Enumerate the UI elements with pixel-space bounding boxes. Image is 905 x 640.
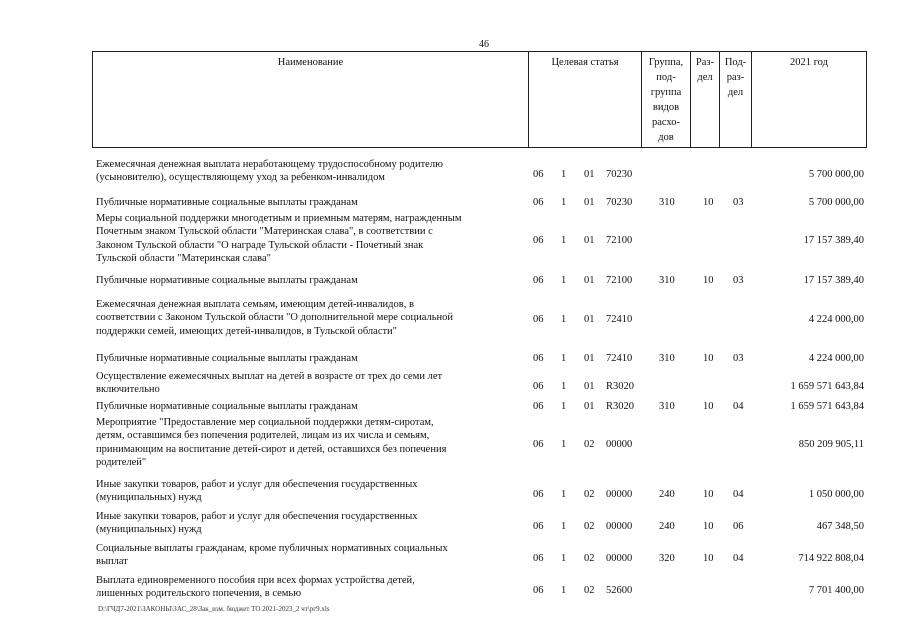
amount: 5 700 000,00: [808, 168, 864, 180]
code-direction: 72100: [606, 275, 633, 286]
row-name-line: выплат: [96, 556, 128, 568]
code-event: 01: [584, 401, 595, 412]
row-name-line: Мероприятие "Предоставление мер социальной поддержки детям-сиротам,: [96, 417, 434, 428]
section: 10: [703, 401, 714, 412]
header-year: 2021 год: [790, 57, 828, 68]
header-target-article: Целевая статья: [551, 57, 619, 68]
row-name-line: Ежемесячная денежная выплата неработающему трудоспособному родителю: [96, 159, 443, 170]
table-row: [92, 274, 867, 287]
subsection: 04: [733, 552, 744, 564]
row-name-line: Публичные нормативные социальные выплаты гражданам: [96, 401, 358, 412]
expense-group: 240: [659, 520, 675, 532]
row-name-line: Почетным знаком Тульской области "Материнская слава", в соответствии с: [96, 226, 433, 238]
section: 10: [703, 488, 714, 500]
code-program: 06: [533, 552, 544, 564]
row-name: [96, 352, 526, 365]
row-name: [96, 574, 526, 601]
code-direction: R3020: [606, 380, 635, 392]
section: 10: [703, 520, 714, 532]
code-program: 06: [533, 197, 544, 208]
row-name-line: Законом Тульской области "О награде Тульской области - Почетный знак: [96, 239, 424, 251]
row-name-line: Иные закупки товаров, работ и услуг для обеспечения государственных: [96, 511, 418, 522]
code-event: 02: [584, 584, 595, 596]
subsection: 03: [733, 197, 744, 208]
row-name-line: детям, оставшимся без попечения родителей, лицам из их числа и семьям,: [96, 430, 430, 442]
row-name-line: поддержки семей, имеющих детей-инвалидов, в Тульской области": [96, 325, 397, 337]
code-direction: 52600: [606, 584, 633, 596]
amount: 4 224 000,00: [808, 353, 864, 364]
code-direction: R3020: [606, 401, 635, 412]
code-program: 06: [533, 401, 544, 412]
table-row: [92, 574, 867, 601]
row-name-line: Публичные нормативные социальные выплаты гражданам: [96, 275, 358, 286]
code-program: 06: [533, 275, 544, 286]
row-name-line: Социальные выплаты гражданам, кроме публичных нормативных социальных: [96, 543, 448, 554]
amount: 17 157 389,40: [803, 275, 864, 286]
code-event: 01: [584, 380, 595, 392]
code-direction: 00000: [606, 439, 633, 451]
table-row: [92, 370, 867, 397]
header-subsection: Под- раз- дел: [724, 57, 747, 98]
code-event: 01: [584, 168, 595, 180]
amount: 850 209 905,11: [798, 439, 864, 451]
subsection: 04: [733, 488, 744, 500]
amount: 17 157 389,40: [803, 235, 864, 247]
code-subprogram: 1: [561, 552, 567, 564]
table-row: [92, 478, 867, 505]
expense-group: 310: [659, 197, 675, 208]
table-header: [92, 51, 867, 148]
table-row: [92, 212, 867, 266]
row-name-line: соответствии с Законом Тульской области "О дополнительной мере социальной: [96, 312, 454, 324]
section: 10: [703, 197, 714, 208]
row-name-line: принимающим на воспитание детей-сирот и детей, оставшихся без попечения: [96, 443, 447, 455]
code-direction: 72410: [606, 314, 633, 326]
row-name-line: Меры социальной поддержки многодетным и приемным матерям, награжденным: [96, 213, 462, 224]
code-subprogram: 1: [561, 584, 567, 596]
code-event: 01: [584, 235, 595, 247]
row-name-line: Ежемесячная денежная выплата семьям, имеющим детей-инвалидов, в: [96, 299, 414, 310]
table-row: [92, 196, 867, 209]
header-expense-group: Группа, под- группа видов расхо- дов: [648, 57, 684, 143]
code-program: 06: [533, 584, 544, 596]
code-direction: 00000: [606, 520, 633, 532]
table-row: [92, 510, 867, 537]
table-row: [92, 352, 867, 365]
code-event: 02: [584, 552, 595, 564]
row-name: [96, 298, 526, 338]
row-name: [96, 478, 526, 505]
row-name-line: включительно: [96, 384, 160, 396]
row-name: [96, 274, 526, 287]
row-name-line: Публичные нормативные социальные выплаты гражданам: [96, 197, 358, 208]
amount: 714 922 808,04: [798, 552, 864, 564]
section: 10: [703, 353, 714, 364]
code-event: 02: [584, 520, 595, 532]
code-event: 01: [584, 353, 595, 364]
table-row: [92, 298, 867, 338]
expense-group: 320: [659, 552, 675, 564]
amount: 1 050 000,00: [808, 488, 864, 500]
amount: 7 701 400,00: [808, 584, 864, 596]
code-subprogram: 1: [561, 380, 567, 392]
amount: 4 224 000,00: [808, 314, 864, 326]
code-direction: 72410: [606, 353, 633, 364]
section: 10: [703, 552, 714, 564]
header-section: Раз- дел: [695, 57, 715, 83]
code-program: 06: [533, 168, 544, 180]
row-name-line: (муниципальных) нужд: [96, 524, 202, 536]
code-program: 06: [533, 520, 544, 532]
code-program: 06: [533, 235, 544, 247]
code-subprogram: 1: [561, 439, 567, 451]
subsection: 04: [733, 401, 744, 412]
row-name: [96, 400, 526, 413]
amount: 1 659 571 643,84: [790, 380, 864, 392]
row-name: [96, 416, 526, 470]
row-name-line: Тульской области "Материнская слава": [96, 253, 271, 265]
code-subprogram: 1: [561, 353, 567, 364]
row-name: [96, 542, 526, 569]
code-direction: 00000: [606, 552, 633, 564]
code-direction: 72100: [606, 235, 633, 247]
code-direction: 70230: [606, 197, 633, 208]
code-event: 02: [584, 488, 595, 500]
table-row: [92, 400, 867, 413]
code-program: 06: [533, 314, 544, 326]
expense-group: 310: [659, 401, 675, 412]
amount: 1 659 571 643,84: [790, 401, 864, 412]
code-subprogram: 1: [561, 401, 567, 412]
row-name-line: родителей": [96, 457, 147, 469]
row-name: [96, 158, 526, 185]
row-name: [96, 510, 526, 537]
code-subprogram: 1: [561, 197, 567, 208]
row-name-line: (усыновителю), осуществляющему уход за ребенком-инвалидом: [96, 172, 385, 184]
row-name-line: Выплата единовременного пособия при всех формах устройства детей,: [96, 575, 415, 586]
code-subprogram: 1: [561, 520, 567, 532]
row-name-line: Осуществление ежемесячных выплат на детей в возрасте от трех до семи лет: [96, 371, 443, 382]
section: 10: [703, 275, 714, 286]
row-name-line: Публичные нормативные социальные выплаты гражданам: [96, 353, 358, 364]
code-direction: 00000: [606, 488, 633, 500]
code-subprogram: 1: [561, 168, 567, 180]
row-name-line: Иные закупки товаров, работ и услуг для обеспечения государственных: [96, 479, 418, 490]
code-program: 06: [533, 488, 544, 500]
code-program: 06: [533, 439, 544, 451]
code-program: 06: [533, 380, 544, 392]
row-name: [96, 212, 526, 266]
header-name: Наименование: [277, 57, 344, 68]
table-row: [92, 416, 867, 470]
row-name: [96, 370, 526, 397]
code-program: 06: [533, 353, 544, 364]
amount: 467 348,50: [816, 520, 864, 532]
page-number: 46: [479, 39, 489, 50]
subsection: 03: [733, 275, 744, 286]
code-event: 01: [584, 314, 595, 326]
expense-group: 310: [659, 275, 675, 286]
table-row: [92, 158, 867, 185]
expense-group: 310: [659, 353, 675, 364]
subsection: 03: [733, 353, 744, 364]
row-name: [96, 196, 526, 209]
row-name-line: лишенных родительского попечения, в семью: [96, 588, 302, 600]
code-subprogram: 1: [561, 488, 567, 500]
code-event: 02: [584, 439, 595, 451]
code-subprogram: 1: [561, 314, 567, 326]
file-path-footer: D:\ГЧД7-2021\ЗАКОНЫ\ЗАС_28\Зак_изм. бюджет ТО 2021-2023_2 чт\рг9.xls: [98, 605, 330, 613]
code-subprogram: 1: [561, 235, 567, 247]
row-name-line: (муниципальных) нужд: [96, 492, 202, 504]
amount: 5 700 000,00: [808, 197, 864, 208]
code-event: 01: [584, 275, 595, 286]
table-row: [92, 542, 867, 569]
subsection: 06: [733, 520, 744, 532]
code-subprogram: 1: [561, 275, 567, 286]
code-direction: 70230: [606, 168, 633, 180]
code-event: 01: [584, 197, 595, 208]
expense-group: 240: [659, 488, 675, 500]
